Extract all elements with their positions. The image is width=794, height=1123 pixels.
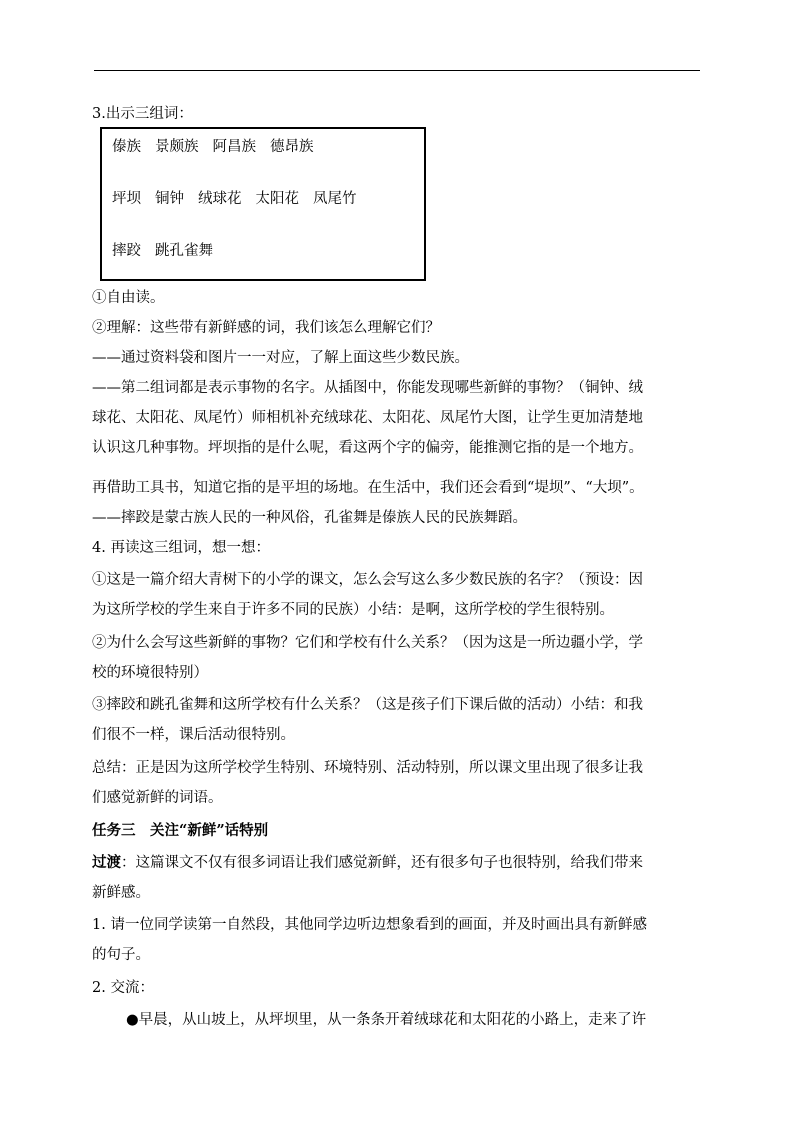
word-group-row-3 xyxy=(112,241,227,261)
paragraph-line: 1. 请一位同学读第一自然段，其他同学边听边想象看到的画面，并及时画出具有新鲜感 xyxy=(92,917,647,933)
word: 凤尾竹 xyxy=(313,191,357,207)
paragraph-line: ③摔跤和跳孔雀舞和这所学校有什么关系？（这是孩子们下课后做的活动）小结：和我 xyxy=(92,697,643,713)
word-group-row-2 xyxy=(112,189,371,209)
paragraph-line: 4. 再读这三组词，想一想： xyxy=(92,540,270,556)
word: 摔跤 xyxy=(112,243,141,259)
paragraph-line: ——第二组词都是表示事物的名字。从插图中，你能发现哪些新鲜的事物？（铜钟、绒 xyxy=(92,380,643,396)
header-rule xyxy=(94,70,700,71)
paragraph-line: 再借助工具书，知道它指的是平坦的场地。在生活中，我们还会看到“堤坝”、“大坝”。 xyxy=(92,480,644,496)
paragraph-line: ②为什么会写这些新鲜的事物？它们和学校有什么关系？（因为这是一所边疆小学，学 xyxy=(92,635,643,651)
word-group-box xyxy=(100,127,426,281)
word: 德昂族 xyxy=(270,139,314,155)
paragraph-line: ②理解：这些带有新鲜感的词，我们该怎么理解它们？ xyxy=(92,320,440,336)
paragraph-line: ——摔跤是蒙古族人民的一种风俗，孔雀舞是傣族人民的民族舞蹈。 xyxy=(92,510,527,526)
paragraph-line: 为这所学校的学生来自于许多不同的民族）小结：是啊，这所学校的学生很特别。 xyxy=(92,602,614,618)
paragraph-line: ——通过资料袋和图片一一对应，了解上面这些少数民族。 xyxy=(92,350,469,366)
paragraph-line: 的句子。 xyxy=(92,947,150,963)
paragraph-line: 们很不一样，课后活动很特别。 xyxy=(92,727,295,743)
bullet-quote-line: ●早晨，从山坡上，从坪坝里，从一条条开着绒球花和太阳花的小路上，走来了许 xyxy=(126,1012,647,1028)
word: 坪坝 xyxy=(112,191,141,207)
paragraph-line: 2. 交流： xyxy=(92,980,154,996)
paragraph-line: ①自由读。 xyxy=(92,290,165,306)
transition-text: ：这篇课文不仅有很多词语让我们感觉新鲜，还有很多句子也很特别，给我们带来 xyxy=(121,855,643,871)
word-group-row-1 xyxy=(112,137,328,157)
transition-line xyxy=(92,853,643,873)
paragraph-line: 总结：正是因为这所学校学生特别、环境特别、活动特别，所以课文里出现了很多让我 xyxy=(92,760,643,776)
transition-label: 过渡 xyxy=(92,854,121,871)
word: 阿昌族 xyxy=(212,139,256,155)
paragraph-line: 认识这几种事物。坪坝指的是什么呢，看这两个字的偏旁，能推测它指的是一个地方。 xyxy=(92,440,643,456)
paragraph-line: 们感觉新鲜的词语。 xyxy=(92,790,223,806)
paragraph-line: 球花、太阳花、凤尾竹）师相机补充绒球花、太阳花、凤尾竹大图，让学生更加清楚地 xyxy=(92,410,643,426)
paragraph-line: 校的环境很特别） xyxy=(92,665,208,681)
word: 绒球花 xyxy=(198,191,242,207)
word: 太阳花 xyxy=(255,191,299,207)
section-heading: 3.出示三组词： xyxy=(92,106,193,122)
word: 铜钟 xyxy=(155,191,184,207)
word: 跳孔雀舞 xyxy=(155,243,213,259)
paragraph-line: ①这是一篇介绍大青树下的小学的课文，怎么会写这么多少数民族的名字？（预设：因 xyxy=(92,572,643,588)
word: 景颇族 xyxy=(155,139,199,155)
word: 傣族 xyxy=(112,139,141,155)
paragraph-line: 新鲜感。 xyxy=(92,885,150,901)
task-heading xyxy=(92,821,268,841)
task-heading-text: 任务三 关注“新鲜”话特别 xyxy=(92,822,269,839)
